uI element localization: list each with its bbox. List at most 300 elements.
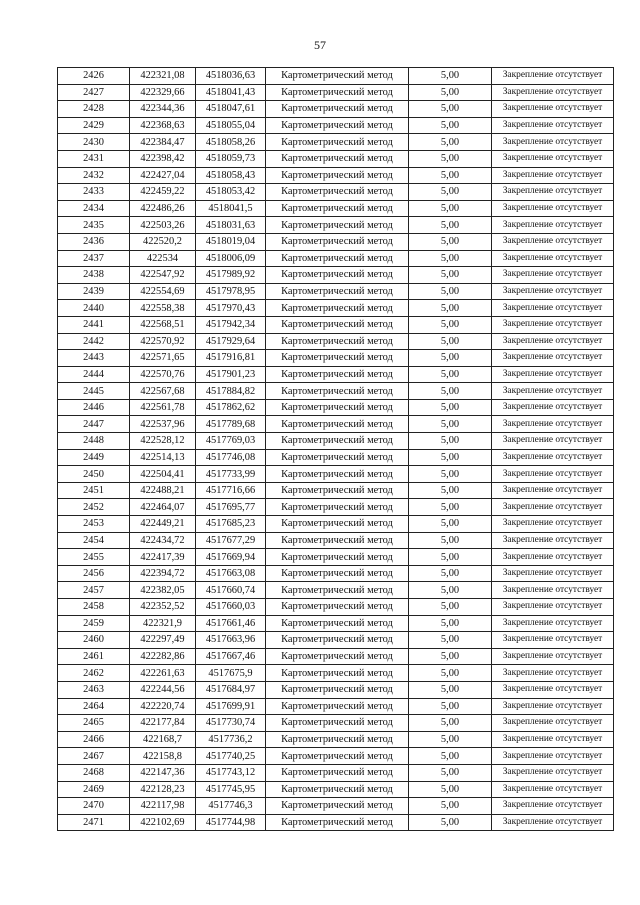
point-number-cell: 2465 [58, 715, 130, 732]
y-coordinate-cell: 4518041,5 [196, 200, 266, 217]
method-cell: Картометрический метод [266, 565, 409, 582]
y-coordinate-cell: 4517661,46 [196, 615, 266, 632]
y-coordinate-cell: 4518006,09 [196, 250, 266, 267]
accuracy-cell: 5,00 [409, 748, 492, 765]
fixing-note-cell: Закрепление отсутствует [492, 101, 614, 118]
y-coordinate-cell: 4517769,03 [196, 433, 266, 450]
point-number-cell: 2461 [58, 648, 130, 665]
method-cell: Картометрический метод [266, 300, 409, 317]
fixing-note-cell: Закрепление отсутствует [492, 383, 614, 400]
accuracy-cell: 5,00 [409, 134, 492, 151]
method-cell: Картометрический метод [266, 764, 409, 781]
fixing-note-cell: Закрепление отсутствует [492, 814, 614, 831]
x-coordinate-cell: 422168,7 [130, 731, 196, 748]
method-cell: Картометрический метод [266, 615, 409, 632]
fixing-note-cell: Закрепление отсутствует [492, 516, 614, 533]
x-coordinate-cell: 422459,22 [130, 184, 196, 201]
point-number-cell: 2434 [58, 200, 130, 217]
table-row [58, 482, 614, 499]
y-coordinate-cell: 4517746,08 [196, 449, 266, 466]
method-cell: Картометрический метод [266, 316, 409, 333]
fixing-note-cell: Закрепление отсутствует [492, 300, 614, 317]
point-number-cell: 2453 [58, 516, 130, 533]
accuracy-cell: 5,00 [409, 184, 492, 201]
x-coordinate-cell: 422321,08 [130, 68, 196, 85]
y-coordinate-cell: 4517660,03 [196, 599, 266, 616]
y-coordinate-cell: 4517743,12 [196, 764, 266, 781]
y-coordinate-cell: 4517745,95 [196, 781, 266, 798]
x-coordinate-cell: 422128,23 [130, 781, 196, 798]
fixing-note-cell: Закрепление отсутствует [492, 781, 614, 798]
x-coordinate-cell: 422434,72 [130, 532, 196, 549]
y-coordinate-cell: 4517733,99 [196, 466, 266, 483]
x-coordinate-cell: 422158,8 [130, 748, 196, 765]
table-row [58, 68, 614, 85]
table-row [58, 316, 614, 333]
point-number-cell: 2455 [58, 549, 130, 566]
fixing-note-cell: Закрепление отсутствует [492, 433, 614, 450]
x-coordinate-cell: 422570,92 [130, 333, 196, 350]
y-coordinate-cell: 4517660,74 [196, 582, 266, 599]
accuracy-cell: 5,00 [409, 150, 492, 167]
x-coordinate-cell: 422282,86 [130, 648, 196, 665]
table-row [58, 399, 614, 416]
accuracy-cell: 5,00 [409, 200, 492, 217]
x-coordinate-cell: 422568,51 [130, 316, 196, 333]
fixing-note-cell: Закрепление отсутствует [492, 665, 614, 682]
y-coordinate-cell: 4517667,46 [196, 648, 266, 665]
accuracy-cell: 5,00 [409, 582, 492, 599]
y-coordinate-cell: 4517685,23 [196, 516, 266, 533]
y-coordinate-cell: 4517663,08 [196, 565, 266, 582]
x-coordinate-cell: 422504,41 [130, 466, 196, 483]
y-coordinate-cell: 4517740,25 [196, 748, 266, 765]
method-cell: Картометрический метод [266, 383, 409, 400]
method-cell: Картометрический метод [266, 117, 409, 134]
y-coordinate-cell: 4518047,61 [196, 101, 266, 118]
accuracy-cell: 5,00 [409, 715, 492, 732]
x-coordinate-cell: 422244,56 [130, 681, 196, 698]
fixing-note-cell: Закрепление отсутствует [492, 698, 614, 715]
table-body [58, 68, 614, 831]
x-coordinate-cell: 422321,9 [130, 615, 196, 632]
x-coordinate-cell: 422449,21 [130, 516, 196, 533]
accuracy-cell: 5,00 [409, 681, 492, 698]
accuracy-cell: 5,00 [409, 267, 492, 284]
y-coordinate-cell: 4518031,63 [196, 217, 266, 234]
fixing-note-cell: Закрепление отсутствует [492, 84, 614, 101]
point-number-cell: 2460 [58, 632, 130, 649]
accuracy-cell: 5,00 [409, 416, 492, 433]
table-row [58, 516, 614, 533]
method-cell: Картометрический метод [266, 532, 409, 549]
table-row [58, 681, 614, 698]
x-coordinate-cell: 422486,26 [130, 200, 196, 217]
method-cell: Картометрический метод [266, 599, 409, 616]
point-number-cell: 2458 [58, 599, 130, 616]
table-row [58, 565, 614, 582]
table-row [58, 665, 614, 682]
accuracy-cell: 5,00 [409, 250, 492, 267]
method-cell: Картометрический метод [266, 798, 409, 815]
point-number-cell: 2436 [58, 233, 130, 250]
table-row [58, 449, 614, 466]
method-cell: Картометрический метод [266, 366, 409, 383]
point-number-cell: 2440 [58, 300, 130, 317]
accuracy-cell: 5,00 [409, 731, 492, 748]
table-row [58, 416, 614, 433]
accuracy-cell: 5,00 [409, 665, 492, 682]
point-number-cell: 2445 [58, 383, 130, 400]
method-cell: Картометрический метод [266, 814, 409, 831]
method-cell: Картометрический метод [266, 267, 409, 284]
accuracy-cell: 5,00 [409, 167, 492, 184]
fixing-note-cell: Закрепление отсутствует [492, 316, 614, 333]
point-number-cell: 2464 [58, 698, 130, 715]
table-row [58, 101, 614, 118]
x-coordinate-cell: 422117,98 [130, 798, 196, 815]
point-number-cell: 2427 [58, 84, 130, 101]
fixing-note-cell: Закрепление отсутствует [492, 68, 614, 85]
x-coordinate-cell: 422382,05 [130, 582, 196, 599]
table-row [58, 532, 614, 549]
accuracy-cell: 5,00 [409, 466, 492, 483]
point-number-cell: 2468 [58, 764, 130, 781]
fixing-note-cell: Закрепление отсутствует [492, 798, 614, 815]
method-cell: Картометрический метод [266, 549, 409, 566]
table-row [58, 599, 614, 616]
point-number-cell: 2470 [58, 798, 130, 815]
accuracy-cell: 5,00 [409, 549, 492, 566]
accuracy-cell: 5,00 [409, 101, 492, 118]
point-number-cell: 2443 [58, 350, 130, 367]
x-coordinate-cell: 422102,69 [130, 814, 196, 831]
accuracy-cell: 5,00 [409, 333, 492, 350]
method-cell: Картометрический метод [266, 84, 409, 101]
fixing-note-cell: Закрепление отсутствует [492, 748, 614, 765]
y-coordinate-cell: 4517699,91 [196, 698, 266, 715]
method-cell: Картометрический метод [266, 648, 409, 665]
x-coordinate-cell: 422177,84 [130, 715, 196, 732]
accuracy-cell: 5,00 [409, 217, 492, 234]
accuracy-cell: 5,00 [409, 300, 492, 317]
point-number-cell: 2467 [58, 748, 130, 765]
table-row [58, 217, 614, 234]
table-row [58, 715, 614, 732]
fixing-note-cell: Закрепление отсутствует [492, 565, 614, 582]
fixing-note-cell: Закрепление отсутствует [492, 499, 614, 516]
fixing-note-cell: Закрепление отсутствует [492, 632, 614, 649]
point-number-cell: 2435 [58, 217, 130, 234]
accuracy-cell: 5,00 [409, 433, 492, 450]
table-row [58, 383, 614, 400]
method-cell: Картометрический метод [266, 681, 409, 698]
y-coordinate-cell: 4517970,43 [196, 300, 266, 317]
fixing-note-cell: Закрепление отсутствует [492, 117, 614, 134]
accuracy-cell: 5,00 [409, 814, 492, 831]
accuracy-cell: 5,00 [409, 366, 492, 383]
method-cell: Картометрический метод [266, 748, 409, 765]
method-cell: Картометрический метод [266, 416, 409, 433]
x-coordinate-cell: 422394,72 [130, 565, 196, 582]
table-row [58, 549, 614, 566]
accuracy-cell: 5,00 [409, 399, 492, 416]
point-number-cell: 2444 [58, 366, 130, 383]
method-cell: Картометрический метод [266, 698, 409, 715]
table-row [58, 84, 614, 101]
accuracy-cell: 5,00 [409, 68, 492, 85]
table-row [58, 433, 614, 450]
point-number-cell: 2448 [58, 433, 130, 450]
point-number-cell: 2428 [58, 101, 130, 118]
fixing-note-cell: Закрепление отсутствует [492, 582, 614, 599]
fixing-note-cell: Закрепление отсутствует [492, 731, 614, 748]
x-coordinate-cell: 422514,13 [130, 449, 196, 466]
fixing-note-cell: Закрепление отсутствует [492, 167, 614, 184]
y-coordinate-cell: 4518059,73 [196, 150, 266, 167]
point-number-cell: 2454 [58, 532, 130, 549]
point-number-cell: 2450 [58, 466, 130, 483]
point-number-cell: 2456 [58, 565, 130, 582]
point-number-cell: 2462 [58, 665, 130, 682]
y-coordinate-cell: 4517736,2 [196, 731, 266, 748]
method-cell: Картометрический метод [266, 184, 409, 201]
x-coordinate-cell: 422297,49 [130, 632, 196, 649]
x-coordinate-cell: 422147,36 [130, 764, 196, 781]
point-number-cell: 2426 [58, 68, 130, 85]
accuracy-cell: 5,00 [409, 764, 492, 781]
accuracy-cell: 5,00 [409, 449, 492, 466]
fixing-note-cell: Закрепление отсутствует [492, 532, 614, 549]
coordinates-table [57, 67, 614, 831]
table-row [58, 499, 614, 516]
fixing-note-cell: Закрепление отсутствует [492, 333, 614, 350]
point-number-cell: 2431 [58, 150, 130, 167]
table-row [58, 748, 614, 765]
accuracy-cell: 5,00 [409, 698, 492, 715]
fixing-note-cell: Закрепление отсутствует [492, 764, 614, 781]
y-coordinate-cell: 4518058,26 [196, 134, 266, 151]
y-coordinate-cell: 4517669,94 [196, 549, 266, 566]
method-cell: Картометрический метод [266, 482, 409, 499]
accuracy-cell: 5,00 [409, 516, 492, 533]
accuracy-cell: 5,00 [409, 283, 492, 300]
point-number-cell: 2463 [58, 681, 130, 698]
fixing-note-cell: Закрепление отсутствует [492, 615, 614, 632]
table-row [58, 250, 614, 267]
point-number-cell: 2442 [58, 333, 130, 350]
accuracy-cell: 5,00 [409, 532, 492, 549]
method-cell: Картометрический метод [266, 283, 409, 300]
y-coordinate-cell: 4517663,96 [196, 632, 266, 649]
y-coordinate-cell: 4518036,63 [196, 68, 266, 85]
method-cell: Картометрический метод [266, 582, 409, 599]
x-coordinate-cell: 422534 [130, 250, 196, 267]
y-coordinate-cell: 4518053,42 [196, 184, 266, 201]
x-coordinate-cell: 422368,63 [130, 117, 196, 134]
table-row [58, 350, 614, 367]
table-row [58, 300, 614, 317]
x-coordinate-cell: 422417,39 [130, 549, 196, 566]
x-coordinate-cell: 422503,26 [130, 217, 196, 234]
method-cell: Картометрический метод [266, 499, 409, 516]
fixing-note-cell: Закрепление отсутствует [492, 267, 614, 284]
accuracy-cell: 5,00 [409, 117, 492, 134]
y-coordinate-cell: 4517730,74 [196, 715, 266, 732]
point-number-cell: 2459 [58, 615, 130, 632]
y-coordinate-cell: 4517989,92 [196, 267, 266, 284]
point-number-cell: 2469 [58, 781, 130, 798]
table-row [58, 366, 614, 383]
x-coordinate-cell: 422570,76 [130, 366, 196, 383]
method-cell: Картометрический метод [266, 715, 409, 732]
method-cell: Картометрический метод [266, 233, 409, 250]
y-coordinate-cell: 4517744,98 [196, 814, 266, 831]
point-number-cell: 2449 [58, 449, 130, 466]
fixing-note-cell: Закрепление отсутствует [492, 648, 614, 665]
fixing-note-cell: Закрепление отсутствует [492, 549, 614, 566]
table-row [58, 134, 614, 151]
fixing-note-cell: Закрепление отсутствует [492, 715, 614, 732]
y-coordinate-cell: 4518058,43 [196, 167, 266, 184]
x-coordinate-cell: 422558,38 [130, 300, 196, 317]
x-coordinate-cell: 422464,07 [130, 499, 196, 516]
method-cell: Картометрический метод [266, 781, 409, 798]
accuracy-cell: 5,00 [409, 798, 492, 815]
fixing-note-cell: Закрепление отсутствует [492, 466, 614, 483]
y-coordinate-cell: 4517942,34 [196, 316, 266, 333]
x-coordinate-cell: 422554,69 [130, 283, 196, 300]
table-row [58, 648, 614, 665]
x-coordinate-cell: 422561,78 [130, 399, 196, 416]
fixing-note-cell: Закрепление отсутствует [492, 150, 614, 167]
point-number-cell: 2439 [58, 283, 130, 300]
method-cell: Картометрический метод [266, 200, 409, 217]
y-coordinate-cell: 4517677,29 [196, 532, 266, 549]
method-cell: Картометрический метод [266, 632, 409, 649]
point-number-cell: 2433 [58, 184, 130, 201]
fixing-note-cell: Закрепление отсутствует [492, 399, 614, 416]
point-number-cell: 2437 [58, 250, 130, 267]
y-coordinate-cell: 4517789,68 [196, 416, 266, 433]
method-cell: Картометрический метод [266, 217, 409, 234]
y-coordinate-cell: 4517901,23 [196, 366, 266, 383]
method-cell: Картометрический метод [266, 250, 409, 267]
x-coordinate-cell: 422220,74 [130, 698, 196, 715]
method-cell: Картометрический метод [266, 516, 409, 533]
accuracy-cell: 5,00 [409, 632, 492, 649]
table-row [58, 764, 614, 781]
x-coordinate-cell: 422352,52 [130, 599, 196, 616]
accuracy-cell: 5,00 [409, 350, 492, 367]
fixing-note-cell: Закрепление отсутствует [492, 350, 614, 367]
table-row [58, 632, 614, 649]
table-row [58, 333, 614, 350]
table-row [58, 150, 614, 167]
fixing-note-cell: Закрепление отсутствует [492, 416, 614, 433]
point-number-cell: 2438 [58, 267, 130, 284]
y-coordinate-cell: 4517746,3 [196, 798, 266, 815]
method-cell: Картометрический метод [266, 134, 409, 151]
method-cell: Картометрический метод [266, 333, 409, 350]
x-coordinate-cell: 422329,66 [130, 84, 196, 101]
table-row [58, 582, 614, 599]
page-number: 57 [314, 38, 326, 52]
y-coordinate-cell: 4517884,82 [196, 383, 266, 400]
x-coordinate-cell: 422567,68 [130, 383, 196, 400]
accuracy-cell: 5,00 [409, 383, 492, 400]
accuracy-cell: 5,00 [409, 781, 492, 798]
y-coordinate-cell: 4517916,81 [196, 350, 266, 367]
point-number-cell: 2441 [58, 316, 130, 333]
x-coordinate-cell: 422344,36 [130, 101, 196, 118]
fixing-note-cell: Закрепление отсутствует [492, 283, 614, 300]
method-cell: Картометрический метод [266, 449, 409, 466]
table-row [58, 698, 614, 715]
y-coordinate-cell: 4518019,04 [196, 233, 266, 250]
method-cell: Картометрический метод [266, 150, 409, 167]
table-row [58, 167, 614, 184]
accuracy-cell: 5,00 [409, 233, 492, 250]
x-coordinate-cell: 422520,2 [130, 233, 196, 250]
accuracy-cell: 5,00 [409, 599, 492, 616]
table-row [58, 731, 614, 748]
accuracy-cell: 5,00 [409, 482, 492, 499]
point-number-cell: 2446 [58, 399, 130, 416]
x-coordinate-cell: 422427,04 [130, 167, 196, 184]
y-coordinate-cell: 4517675,9 [196, 665, 266, 682]
fixing-note-cell: Закрепление отсутствует [492, 217, 614, 234]
fixing-note-cell: Закрепление отсутствует [492, 449, 614, 466]
fixing-note-cell: Закрепление отсутствует [492, 134, 614, 151]
x-coordinate-cell: 422488,21 [130, 482, 196, 499]
x-coordinate-cell: 422547,92 [130, 267, 196, 284]
y-coordinate-cell: 4517929,64 [196, 333, 266, 350]
y-coordinate-cell: 4517716,66 [196, 482, 266, 499]
method-cell: Картометрический метод [266, 399, 409, 416]
point-number-cell: 2457 [58, 582, 130, 599]
table-row [58, 466, 614, 483]
x-coordinate-cell: 422571,65 [130, 350, 196, 367]
fixing-note-cell: Закрепление отсутствует [492, 482, 614, 499]
table-row [58, 200, 614, 217]
x-coordinate-cell: 422261,63 [130, 665, 196, 682]
accuracy-cell: 5,00 [409, 648, 492, 665]
accuracy-cell: 5,00 [409, 84, 492, 101]
method-cell: Картометрический метод [266, 433, 409, 450]
point-number-cell: 2471 [58, 814, 130, 831]
point-number-cell: 2451 [58, 482, 130, 499]
accuracy-cell: 5,00 [409, 499, 492, 516]
table-row [58, 184, 614, 201]
table-row [58, 117, 614, 134]
point-number-cell: 2430 [58, 134, 130, 151]
y-coordinate-cell: 4518041,43 [196, 84, 266, 101]
method-cell: Картометрический метод [266, 167, 409, 184]
x-coordinate-cell: 422528,12 [130, 433, 196, 450]
accuracy-cell: 5,00 [409, 565, 492, 582]
accuracy-cell: 5,00 [409, 316, 492, 333]
method-cell: Картометрический метод [266, 665, 409, 682]
y-coordinate-cell: 4517978,95 [196, 283, 266, 300]
point-number-cell: 2432 [58, 167, 130, 184]
table-row [58, 283, 614, 300]
fixing-note-cell: Закрепление отсутствует [492, 184, 614, 201]
y-coordinate-cell: 4518055,04 [196, 117, 266, 134]
table-row [58, 615, 614, 632]
x-coordinate-cell: 422398,42 [130, 150, 196, 167]
fixing-note-cell: Закрепление отсутствует [492, 200, 614, 217]
